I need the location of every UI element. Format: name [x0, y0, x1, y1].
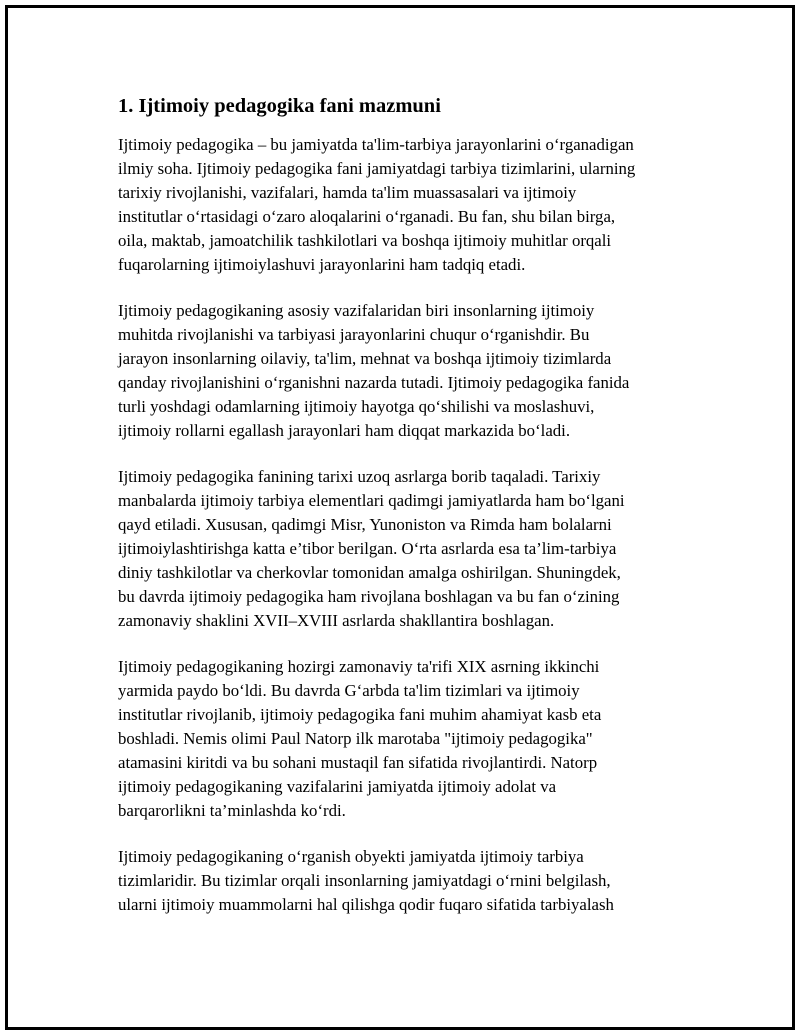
text-line: oila, maktab, jamoatchilik tashkilotlari va boshqa ijtimoiy muhitlar orqali	[118, 231, 612, 250]
text-line: ijtimoiylashtirishga katta e’tibor berilgan. O‘rta asrlarda esa ta’lim-tarbiya	[118, 539, 617, 558]
text-line: ijtimoiy rollarni egallash jarayonlari ham diqqat markazida bo‘ladi.	[118, 421, 571, 440]
text-line: turli yoshdagi odamlarning ijtimoiy hayotga qo‘shilishi va moslashuvi,	[118, 397, 595, 416]
text-line: manbalarda ijtimoiy tarbiya elementlari qadimgi jamiyatlarda ham bo‘lgani	[118, 491, 625, 510]
text-line: yarmida paydo bo‘ldi. Bu davrda G‘arbda ta'lim tizimlari va ijtimoiy	[118, 681, 580, 700]
text-line: Ijtimoiy pedagogikaning o‘rganish obyekti jamiyatda ijtimoiy tarbiya	[118, 847, 584, 866]
text-line: atamasini kiritdi va bu sohani mustaqil fan sifatida rivojlantirdi. Natorp	[118, 753, 598, 772]
text-line: ilmiy soha. Ijtimoiy pedagogika fani jamiyatdagi tarbiya tizimlarini, ularning	[118, 159, 636, 178]
text-line: institutlar o‘rtasidagi o‘zaro aloqalarini o‘rganadi. Bu fan, shu bilan birga,	[118, 207, 616, 226]
paragraph-4	[118, 655, 698, 823]
text-line: zamonaviy shaklini XVII–XVIII asrlarda shakllantira boshlagan.	[118, 611, 555, 630]
text-line: institutlar rivojlanib, ijtimoiy pedagogika fani muhim ahamiyat kasb eta	[118, 705, 602, 724]
text-line: muhitda rivojlanishi va tarbiyasi jarayonlarini chuqur o‘rganishdir. Bu	[118, 325, 590, 344]
section-heading: 1. Ijtimoiy pedagogika fani mazmuni	[118, 95, 441, 117]
paragraph-1	[118, 133, 698, 277]
text-line: boshladi. Nemis olimi Paul Natorp ilk marotaba "ijtimoiy pedagogika"	[118, 729, 593, 748]
paragraph-5	[118, 845, 698, 917]
text-line: tizimlaridir. Bu tizimlar orqali insonlarning jamiyatdagi o‘rnini belgilash,	[118, 871, 611, 890]
paragraph-3	[118, 465, 698, 633]
text-line: qanday rivojlanishini o‘rganishni nazarda tutadi. Ijtimoiy pedagogika fanida	[118, 373, 630, 392]
paragraph-2	[118, 299, 698, 443]
text-line: Ijtimoiy pedagogikaning hozirgi zamonaviy ta'rifi XIX asrning ikkinchi	[118, 657, 600, 676]
text-line: Ijtimoiy pedagogika fanining tarixi uzoq asrlarga borib taqaladi. Tarixiy	[118, 467, 601, 486]
text-line: diniy tashkilotlar va cherkovlar tomonidan amalga oshirilgan. Shuningdek,	[118, 563, 621, 582]
text-line: fuqarolarning ijtimoiylashuvi jarayonlarini ham tadqiq etadi.	[118, 255, 526, 274]
text-line: tarixiy rivojlanishi, vazifalari, hamda ta'lim muassasalari va ijtimoiy	[118, 183, 577, 202]
text-line: ijtimoiy pedagogikaning vazifalarini jamiyatda ijtimoiy adolat va	[118, 777, 557, 796]
text-line: Ijtimoiy pedagogikaning asosiy vazifalaridan biri insonlarning ijtimoiy	[118, 301, 595, 320]
text-line: jarayon insonlarning oilaviy, ta'lim, mehnat va boshqa ijtimoiy tizimlarda	[118, 349, 612, 368]
text-line: bu davrda ijtimoiy pedagogika ham rivojlana boshlagan va bu fan o‘zining	[118, 587, 620, 606]
text-line: qayd etiladi. Xususan, qadimgi Misr, Yunoniston va Rimda ham bolalarni	[118, 515, 612, 534]
text-line: Ijtimoiy pedagogika – bu jamiyatda ta'lim-tarbiya jarayonlarini o‘rganadigan	[118, 135, 634, 154]
text-line: ularni ijtimoiy muammolarni hal qilishga qodir fuqaro sifatida tarbiyalash	[118, 895, 614, 914]
document-body	[118, 93, 698, 939]
text-line: barqarorlikni ta’minlashda ko‘rdi.	[118, 801, 346, 820]
